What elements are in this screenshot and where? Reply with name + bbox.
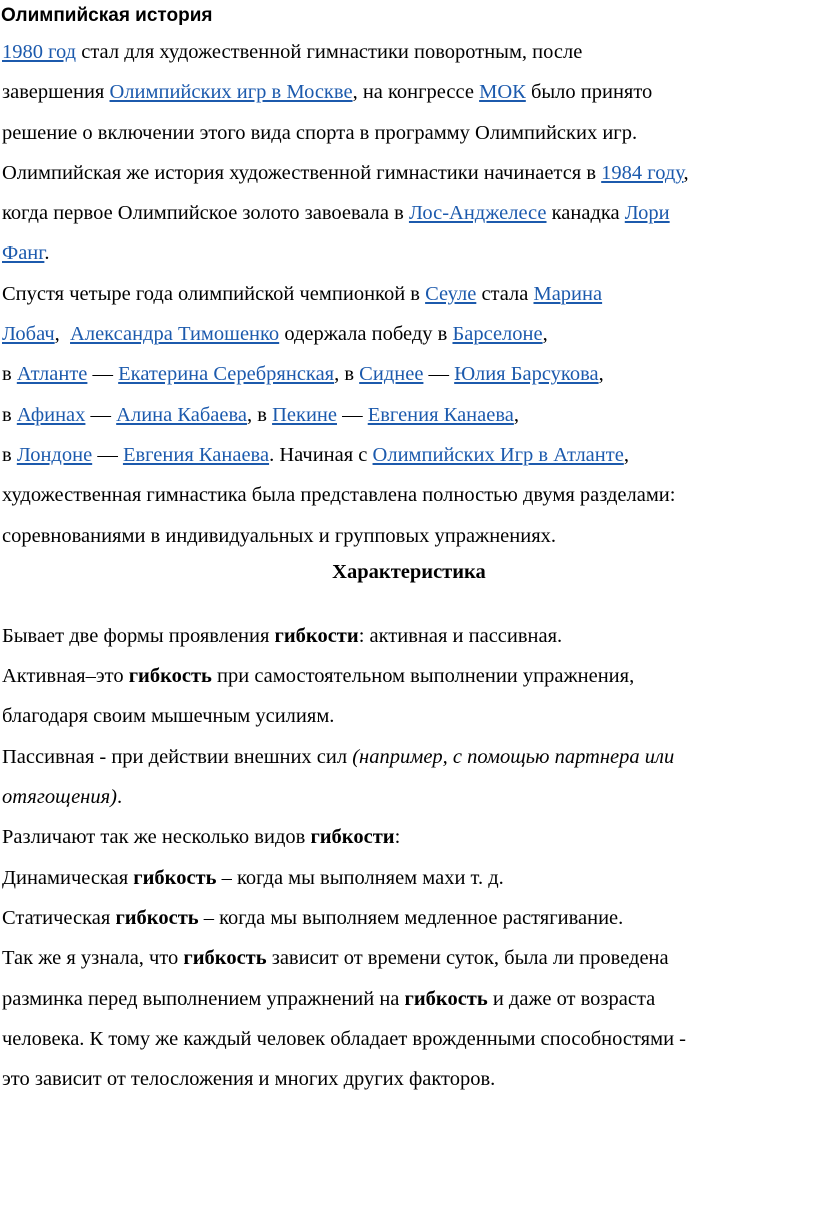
link-los-angeles[interactable]: Лос-Анджелесе [408, 202, 547, 225]
text: – когда мы выполняем махи т. д. [216, 866, 504, 889]
section-heading: Характеристика [332, 560, 486, 583]
text: . [116, 786, 123, 809]
text-line [2, 122, 637, 144]
text: — [85, 403, 117, 426]
link-marina-lobach[interactable]: Марина [533, 282, 603, 305]
text-line [2, 746, 674, 768]
text-line [2, 947, 669, 969]
italic-note: (например, с помощью партнера или [352, 745, 675, 768]
text: , [623, 443, 629, 466]
document-body [2, 32, 802, 1099]
text: и даже от возраста [487, 987, 656, 1010]
text: было принято [525, 81, 653, 104]
paragraph-conclusion [2, 938, 802, 1099]
text: , [683, 161, 689, 184]
text-line [2, 705, 334, 727]
text: когда первое Олимпийское золото завоевала в [2, 202, 409, 225]
text: . [44, 242, 50, 265]
link-moscow-olympics[interactable]: Олимпийских игр в Москве [109, 81, 353, 104]
link-serebryanskaya[interactable]: Екатерина Серебрянская [118, 363, 335, 386]
text: художественная гимнастика была представлена полностью двумя разделами: [2, 484, 676, 507]
link-lori-fung-cont[interactable]: Фанг [2, 242, 45, 265]
link-kabaeva[interactable]: Алина Кабаева [116, 403, 248, 426]
text: . Начиная с [269, 443, 373, 466]
paragraph-passive [2, 737, 802, 818]
text-line [2, 404, 519, 426]
text: Активная–это [2, 665, 129, 688]
paragraph-olympic-history-2 [2, 274, 802, 556]
text: , [542, 323, 548, 346]
link-beijing[interactable]: Пекине [272, 403, 337, 426]
text: решение о включении этого вида спорта в программу Олимпийских игр. [2, 121, 638, 144]
text: , в [334, 363, 360, 386]
text: Динамическая [2, 866, 134, 889]
text: , [513, 403, 519, 426]
link-1980[interactable]: 1980 год [2, 41, 77, 63]
paragraph-dynamic [2, 858, 802, 898]
text: в [2, 443, 17, 466]
text: зависит от времени суток, была ли проведена [266, 947, 669, 970]
text-line [2, 363, 604, 385]
text: Различают так же несколько видов [2, 826, 311, 849]
text: , [54, 323, 71, 346]
text: в [2, 363, 17, 386]
text: — [87, 363, 119, 386]
bold-term: гибкость [115, 906, 199, 929]
text-line [2, 907, 623, 929]
text-line [2, 484, 675, 506]
link-1984[interactable]: 1984 году [601, 161, 684, 184]
bold-term: гибкость [404, 987, 488, 1010]
link-kanaeva[interactable]: Евгения Канаева [367, 403, 514, 426]
text: : активная и пассивная. [358, 624, 563, 647]
link-barcelona[interactable]: Барселоне [452, 323, 543, 346]
link-lori-fung[interactable]: Лори [624, 202, 670, 225]
link-barsukova[interactable]: Юлия Барсукова [454, 363, 599, 386]
text-line [2, 988, 655, 1010]
text-line [2, 1068, 495, 1090]
paragraph-types [2, 817, 802, 857]
text: Бывает две формы проявления [2, 624, 275, 647]
text-line [2, 1028, 686, 1050]
link-marina-lobach-cont[interactable]: Лобач [2, 323, 55, 346]
text: разминка перед выполнением упражнений на [2, 987, 405, 1010]
bold-term: гибкость [183, 947, 267, 970]
link-athens[interactable]: Афинах [16, 403, 86, 426]
text: , [598, 363, 604, 386]
text: стала [476, 282, 534, 305]
link-ioc[interactable]: МОК [479, 81, 526, 104]
text: канадка [546, 202, 625, 225]
text-line [2, 525, 556, 547]
text-line [2, 202, 670, 224]
paragraph-static [2, 898, 802, 938]
paragraph-olympic-history-1 [2, 32, 802, 274]
text: , в [247, 403, 273, 426]
italic-note-cont: отягощения) [2, 786, 117, 809]
link-atlanta[interactable]: Атланте [16, 363, 88, 386]
bold-term: гибкость [128, 665, 212, 688]
text: благодаря своим мышечным усилиям. [2, 705, 335, 728]
text: соревнованиями в индивидуальных и групповых упражнениях. [2, 524, 557, 547]
link-kanaeva-2[interactable]: Евгения Канаева [122, 443, 270, 466]
link-timoshenko[interactable]: Александра Тимошенко [70, 323, 280, 346]
text-line [2, 81, 652, 103]
text-line [2, 323, 548, 345]
text: Статическая [2, 906, 116, 929]
text-line [2, 444, 629, 466]
document-title: Олимпийская история [1, 5, 213, 26]
link-london[interactable]: Лондоне [16, 443, 93, 466]
bold-term: гибкости [274, 624, 359, 647]
text: : [394, 826, 401, 849]
text: человека. К тому же каждый человек обладает врожденными способностями - [2, 1027, 687, 1050]
link-seoul[interactable]: Сеуле [425, 282, 477, 305]
text: при самостоятельном выполнении упражнения, [211, 665, 635, 688]
link-atlanta-olympics[interactable]: Олимпийских Игр в Атланте [372, 443, 624, 466]
text-line [2, 162, 689, 184]
text-line [2, 867, 504, 889]
text-line [2, 41, 582, 63]
text: стал для художественной гимнастики поворотным, после [76, 41, 583, 63]
text: Олимпийская же история художественной гимнастики начинается в [2, 161, 602, 184]
text-line [2, 665, 634, 687]
text-line [2, 786, 122, 808]
paragraph-flexibility-forms [2, 616, 802, 656]
text: – когда мы выполняем медленное растягивание. [198, 906, 624, 929]
text: это зависит от телосложения и многих других факторов. [2, 1068, 496, 1091]
text-line [2, 283, 602, 305]
text: Пассивная - при действии внешних сил [2, 745, 353, 768]
bold-term: гибкости [310, 826, 395, 849]
bold-term: гибкость [133, 866, 217, 889]
text: одержала победу в [279, 323, 453, 346]
text-line [2, 826, 400, 848]
text: — [423, 363, 455, 386]
text: Спустя четыре года олимпийской чемпионкой в [2, 282, 426, 305]
link-sydney[interactable]: Сиднее [359, 363, 424, 386]
text: , на конгрессе [352, 81, 480, 104]
text-line [2, 625, 562, 647]
text: Так же я узнала, что [2, 947, 184, 970]
text: — [336, 403, 368, 426]
paragraph-active [2, 656, 802, 737]
text: в [2, 403, 17, 426]
text: завершения [2, 81, 110, 104]
text: — [92, 443, 123, 466]
text-line [2, 242, 50, 264]
